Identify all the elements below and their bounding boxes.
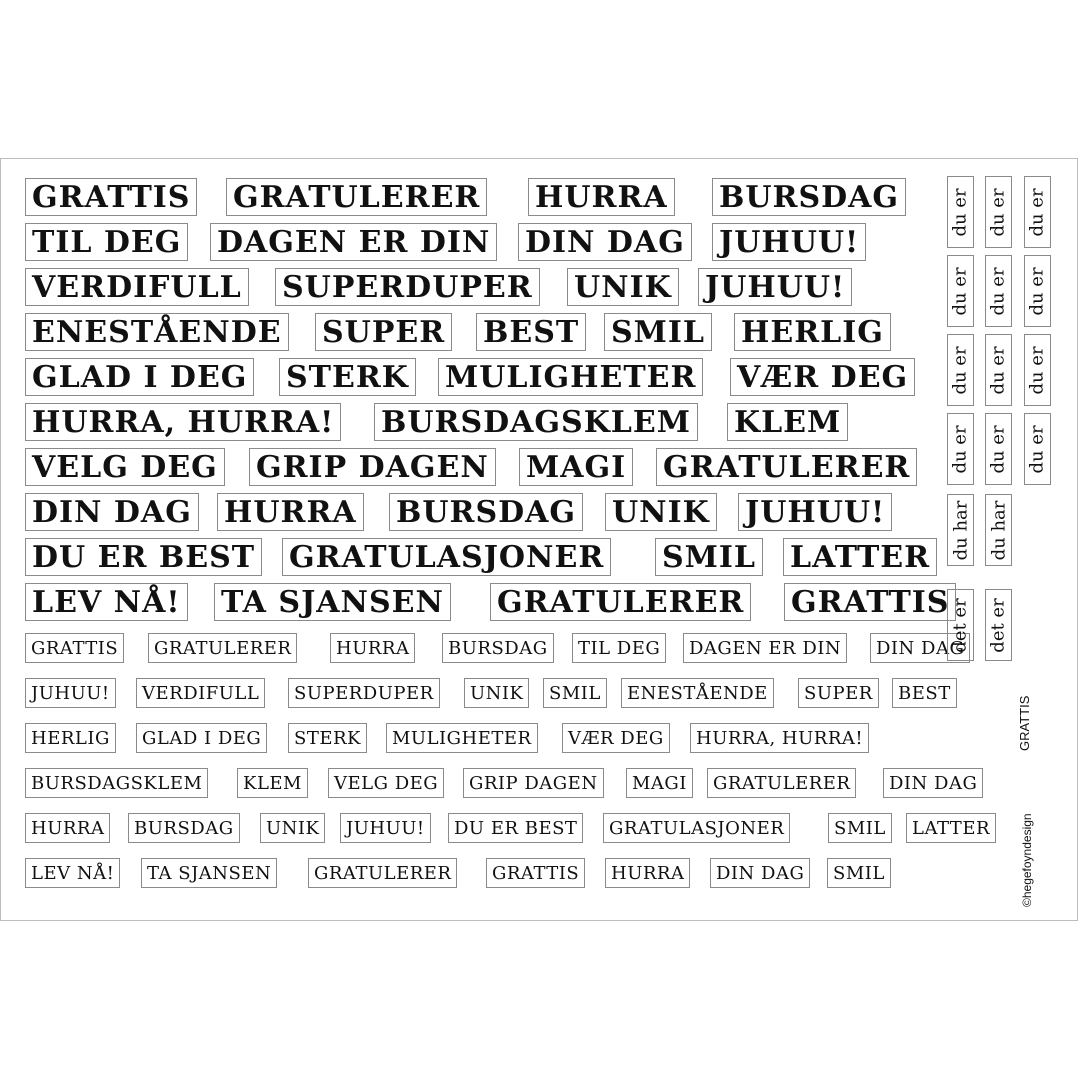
word-stamp-small: GRATULERER <box>148 633 297 663</box>
word-stamp-large: KLEM <box>727 403 848 441</box>
vertical-word-stamp: du har <box>985 494 1012 566</box>
word-stamp-large: BEST <box>476 313 586 351</box>
vertical-word-stamp: du er <box>947 413 974 485</box>
word-stamp-large: DIN DAG <box>25 493 199 531</box>
word-stamp-large: ENESTÅENDE <box>25 313 289 351</box>
word-stamp-large: SMIL <box>604 313 712 351</box>
word-stamp-small: VELG DEG <box>328 768 444 798</box>
vertical-word-stamp: du er <box>985 413 1012 485</box>
word-stamp-large: LATTER <box>783 538 937 576</box>
word-stamp-large: SMIL <box>655 538 763 576</box>
word-stamp-small: HURRA <box>330 633 415 663</box>
vertical-word-stamp: du er <box>985 255 1012 327</box>
word-stamp-large: JUHUU! <box>738 493 892 531</box>
word-stamp-small: TA SJANSEN <box>141 858 277 888</box>
word-stamp-small: GRATTIS <box>486 858 585 888</box>
word-stamp-small: GRIP DAGEN <box>463 768 604 798</box>
vertical-word-stamp: du er <box>1024 334 1051 406</box>
word-stamp-small: LEV NÅ! <box>25 858 120 888</box>
word-stamp-small: KLEM <box>237 768 308 798</box>
word-stamp-large: TA SJANSEN <box>214 583 451 621</box>
word-stamp-small: GLAD I DEG <box>136 723 267 753</box>
word-stamp-large: GRATTIS <box>784 583 956 621</box>
vertical-word-stamp: du har <box>947 494 974 566</box>
word-stamp-small: UNIK <box>260 813 325 843</box>
word-stamp-small: HURRA <box>605 858 690 888</box>
word-stamp-small: GRATTIS <box>25 633 124 663</box>
word-stamp-small: MAGI <box>626 768 693 798</box>
word-stamp-large: HERLIG <box>734 313 891 351</box>
word-stamp-small: VÆR DEG <box>562 723 670 753</box>
vertical-word-stamp: du er <box>1024 255 1051 327</box>
word-stamp-small: UNIK <box>464 678 529 708</box>
word-stamp-large: BURSDAG <box>712 178 906 216</box>
word-stamp-large: UNIK <box>567 268 679 306</box>
word-stamp-large: GRATTIS <box>25 178 197 216</box>
vertical-word-stamp: du er <box>985 334 1012 406</box>
word-stamp-small: GRATULERER <box>707 768 856 798</box>
word-stamp-large: SUPERDUPER <box>275 268 540 306</box>
word-stamp-small: HERLIG <box>25 723 116 753</box>
word-stamp-small: SMIL <box>828 813 892 843</box>
word-stamp-large: TIL DEG <box>25 223 188 261</box>
word-stamp-large: MAGI <box>519 448 633 486</box>
word-stamp-small: HURRA, HURRA! <box>690 723 869 753</box>
word-stamp-small: DIN DAG <box>870 633 970 663</box>
word-stamp-large: HURRA <box>217 493 364 531</box>
word-stamp-large: GRATULERER <box>656 448 917 486</box>
word-stamp-large: GRATULERER <box>490 583 751 621</box>
word-stamp-small: MULIGHETER <box>386 723 538 753</box>
vertical-word-stamp: du er <box>947 176 974 248</box>
word-stamp-small: JUHUU! <box>340 813 431 843</box>
word-stamp-small: HURRA <box>25 813 110 843</box>
word-stamp-large: BURSDAGSKLEM <box>374 403 698 441</box>
word-stamp-large: HURRA, HURRA! <box>25 403 341 441</box>
word-stamp-small: GRATULASJONER <box>603 813 790 843</box>
word-stamp-small: SMIL <box>827 858 891 888</box>
word-stamp-small: SMIL <box>543 678 607 708</box>
word-stamp-small: ENESTÅENDE <box>621 678 774 708</box>
word-stamp-large: UNIK <box>605 493 717 531</box>
word-stamp-large: GRATULASJONER <box>282 538 611 576</box>
word-stamp-small: SUPERDUPER <box>288 678 440 708</box>
vertical-word-stamp: du er <box>1024 413 1051 485</box>
vertical-word-stamp: du er <box>985 176 1012 248</box>
word-stamp-large: MULIGHETER <box>438 358 703 396</box>
word-stamp-large: BURSDAG <box>389 493 583 531</box>
word-stamp-large: STERK <box>279 358 416 396</box>
word-stamp-small: STERK <box>288 723 367 753</box>
vertical-word-stamp: du er <box>947 255 974 327</box>
word-stamp-small: BEST <box>892 678 957 708</box>
word-stamp-large: SUPER <box>315 313 452 351</box>
word-stamp-large: JUHUU! <box>712 223 866 261</box>
word-stamp-small: BURSDAG <box>128 813 240 843</box>
word-stamp-large: GRATULERER <box>226 178 487 216</box>
sheet-label: GRATTIS <box>1017 695 1032 751</box>
word-stamp-large: VELG DEG <box>25 448 225 486</box>
word-stamp-small: DIN DAG <box>883 768 983 798</box>
word-stamp-large: DU ER BEST <box>25 538 262 576</box>
word-stamp-large: DIN DAG <box>518 223 692 261</box>
word-stamp-small: DIN DAG <box>710 858 810 888</box>
word-stamp-small: DU ER BEST <box>448 813 583 843</box>
word-stamp-large: VÆR DEG <box>730 358 915 396</box>
copyright-text: ©hegefoyndesign <box>1020 813 1034 907</box>
vertical-word-stamp: det er <box>947 589 974 661</box>
stamp-sheet <box>0 158 1078 921</box>
word-stamp-small: GRATULERER <box>308 858 457 888</box>
word-stamp-small: DAGEN ER DIN <box>683 633 847 663</box>
word-stamp-small: BURSDAGSKLEM <box>25 768 208 798</box>
vertical-word-stamp: det er <box>985 589 1012 661</box>
word-stamp-large: VERDIFULL <box>25 268 249 306</box>
word-stamp-small: SUPER <box>798 678 879 708</box>
word-stamp-small: VERDIFULL <box>136 678 265 708</box>
word-stamp-small: BURSDAG <box>442 633 554 663</box>
word-stamp-large: DAGEN ER DIN <box>210 223 497 261</box>
vertical-word-stamp: du er <box>1024 176 1051 248</box>
word-stamp-large: GRIP DAGEN <box>249 448 496 486</box>
word-stamp-large: JUHUU! <box>698 268 852 306</box>
word-stamp-large: LEV NÅ! <box>25 583 188 621</box>
word-stamp-small: LATTER <box>906 813 996 843</box>
word-stamp-large: HURRA <box>528 178 675 216</box>
vertical-word-stamp: du er <box>947 334 974 406</box>
word-stamp-large: GLAD I DEG <box>25 358 254 396</box>
word-stamp-small: JUHUU! <box>25 678 116 708</box>
word-stamp-small: TIL DEG <box>572 633 666 663</box>
